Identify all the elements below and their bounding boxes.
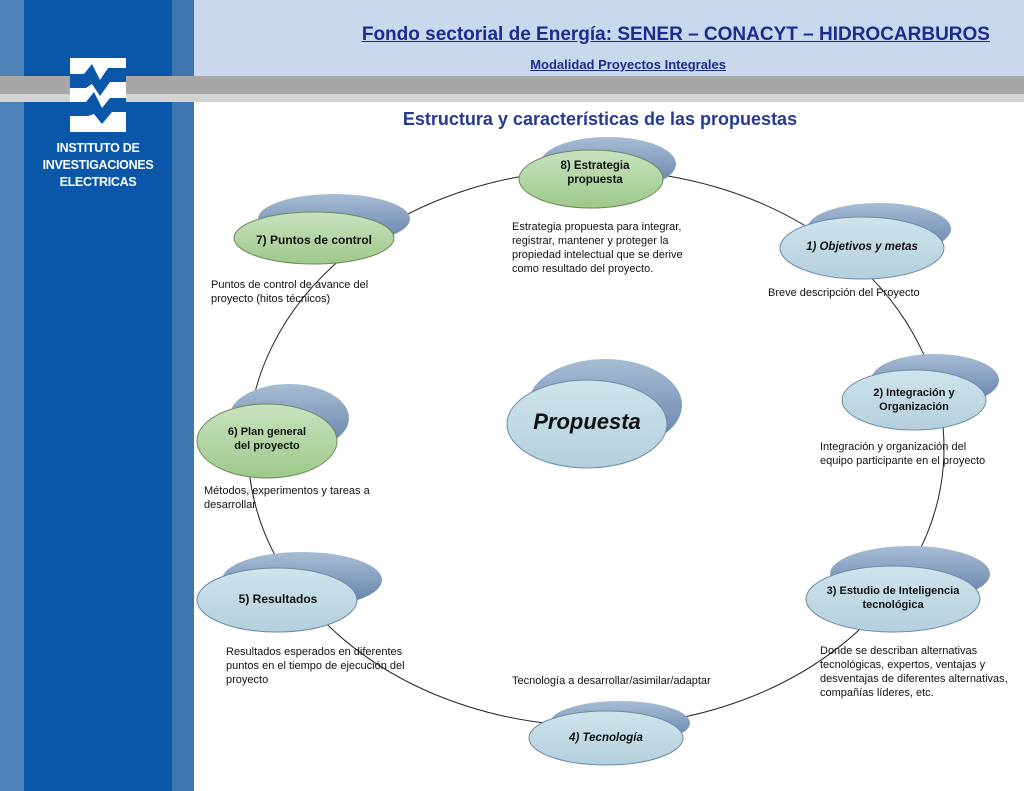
node-description-plan-general: Métodos, experimentos y tareas a desarrollar bbox=[204, 485, 370, 511]
logo-line-2: INVESTIGACIONES bbox=[42, 158, 154, 172]
node-shape-puntos-control bbox=[234, 194, 410, 264]
page-title: Fondo sectorial de Energía: SENER – CONACYT – HIDROCARBUROS bbox=[361, 24, 990, 45]
node-description-tecnologia: Tecnología a desarrollar/asimilar/adaptar bbox=[512, 675, 711, 687]
section-heading: Estructura y características de las propuestas bbox=[402, 109, 798, 129]
node-label-estudio: 3) Estudio de Inteligencia tecnológica bbox=[826, 585, 960, 611]
logo-line-1: INSTITUTO DE bbox=[56, 141, 140, 155]
node-label-puntos-control: 7) Puntos de control bbox=[255, 233, 372, 247]
page-subtitle: Modalidad Proyectos Integrales bbox=[530, 57, 726, 72]
node-label-tecnologia: 4) Tecnología bbox=[569, 732, 643, 744]
node-description-objetivos: Breve descripción del Proyecto bbox=[768, 287, 920, 299]
node-label-objetivos: 1) Objetivos y metas bbox=[806, 241, 918, 253]
node-description-integracion: Integración y organización del equipo participante en el proyecto bbox=[820, 441, 986, 467]
center-node-label: Propuesta bbox=[533, 409, 641, 434]
node-description-estrategia: Estrategia propuesta para integrar, registrar, mantener y proteger la propiedad intelectual que se derive como resultado del proyecto. bbox=[512, 221, 683, 275]
node-label-resultados: 5) Resultados bbox=[238, 592, 318, 606]
node-description-puntos-control: Puntos de control de avance del proyecto (hitos técnicos) bbox=[211, 279, 369, 305]
node-description-resultados: Resultados esperados en diferentes puntos en el tiempo de ejecución del proyecto bbox=[226, 646, 405, 686]
logo-line-3: ELECTRICAS bbox=[59, 175, 137, 189]
node-label-integracion: 2) Integración y Organización bbox=[873, 387, 955, 413]
node-description-estudio: Donde se describan alternativas tecnológicas, expertos, ventajas y desventajas de diferentes alternativas, compañías líderes, etc. bbox=[820, 645, 1008, 699]
node-label-plan-general: 6) Plan general del proyecto bbox=[227, 426, 307, 452]
node-label-estrategia: 8) Estrategia propuesta bbox=[560, 160, 630, 186]
